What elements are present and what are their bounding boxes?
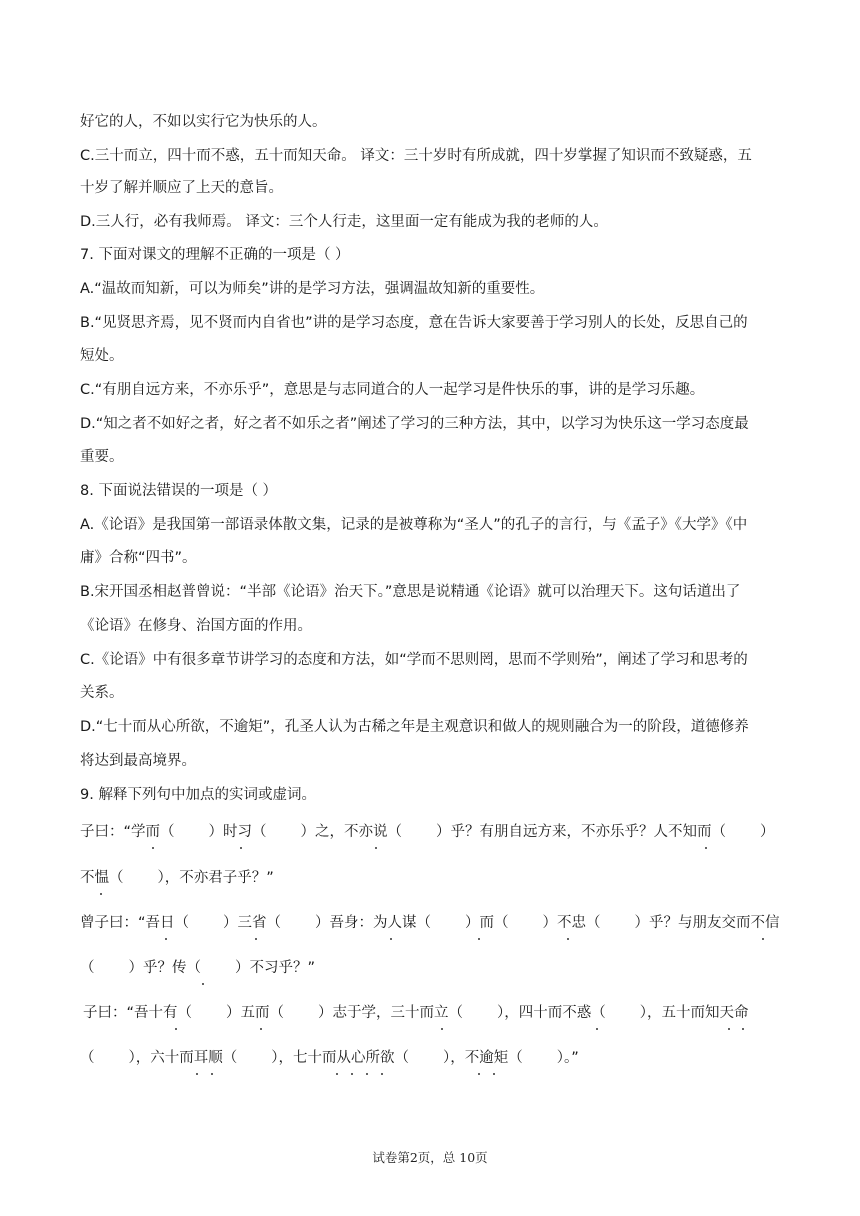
q7-option-b-line2: 短处。 [80, 348, 124, 364]
q9-sentence-5 [83, 1003, 749, 1023]
emphasis-dot [255, 938, 257, 940]
q8-option-b-line2: 《论语》在修身、治国方面的作用。 [80, 618, 312, 634]
emphasis-dot [742, 1028, 744, 1030]
q9-s5-seg: ），四十而不惑（ [497, 1005, 606, 1021]
emphasis-dot [366, 1073, 368, 1075]
q9-s2-seg: 不愠（ [80, 870, 124, 886]
q8-option-d-line2: 将达到最高境界。 [80, 753, 196, 769]
q9-s3-seg: ）而（ [465, 915, 509, 931]
q9-s1-seg: ） [760, 824, 775, 840]
emphasis-dot [478, 1073, 480, 1075]
emphasis-dot [596, 1028, 598, 1030]
q9-sentence-4 [80, 958, 315, 978]
emphasis-dot [240, 847, 242, 849]
q9-s2-seg: ），不亦君子乎？” [157, 870, 274, 886]
emphasis-dot [381, 1073, 383, 1075]
emphasis-dot [165, 938, 167, 940]
emphasis-dot [390, 938, 392, 940]
q7-option-d-line2: 重要。 [80, 449, 124, 465]
q9-sentence-3 [80, 913, 780, 933]
emphasis-dot [351, 1073, 353, 1075]
q9-s5-seg: ）五而（ [226, 1005, 285, 1021]
q6-option-c-line2: 十岁了解并顺应了上天的意旨。 [80, 180, 283, 196]
emphasis-dot [478, 938, 480, 940]
emphasis-dot [728, 1028, 730, 1030]
q9-s3-seg: ）吾身：为人谋（ [315, 915, 432, 931]
q6-option-c-line1: C.三十而立，四十而不惑，五十而知天命。 译文：三十岁时有所成就，四十岁掌握了知识而不致疑惑，五 [80, 148, 752, 164]
q6-option-d: D.三人行，必有我师焉。 译文：三个人行走，这里面一定有能成为我的老师的人。 [80, 214, 608, 230]
q8-option-d-line1: D.“七十而从心所欲，不逾矩”，孔圣人认为古稀之年是主观意识和做人的规则融合为一的阶段，道德修养 [80, 719, 749, 735]
q7-stem: 7. 下面对课文的理解不正确的一项是（ ） [80, 247, 350, 263]
q9-s6-seg: ），六十而耳顺（ [128, 1050, 238, 1066]
q8-option-c-line2: 关系。 [80, 685, 124, 701]
page-footer: 试卷第2页，总 10页 [372, 1150, 488, 1165]
q9-s6-seg: ）。” [556, 1050, 579, 1066]
q9-sentence-1 [80, 822, 775, 842]
q9-s4-seg: （ [80, 960, 95, 976]
q9-s3-seg: ）乎？与朋友交而不信 [634, 915, 780, 931]
emphasis-dot [567, 938, 569, 940]
q9-s4-seg: ）不习乎？” [235, 960, 316, 976]
q7-option-c: C.“有朋自远方来，不亦乐乎”，意思是与志同道合的人一起学习是件快乐的事，讲的是学习乐趣。 [80, 382, 705, 398]
q9-s4-seg: ）乎？传（ [128, 960, 201, 976]
q9-s1-seg: ）之，不亦说（ [300, 824, 403, 840]
emphasis-dot [100, 893, 102, 895]
emphasis-dot [441, 1028, 443, 1030]
emphasis-dot [493, 1073, 495, 1075]
q7-option-b-line1: B.“见贤思齐焉，见不贤而内自省也”讲的是学习态度，意在告诉大家要善于学习别人的长处，反思自己的 [80, 315, 748, 331]
emphasis-dot [202, 983, 204, 985]
q9-s1-seg: ）乎？有朋自远方来，不亦乐乎？人不知而（ [436, 824, 727, 840]
emphasis-dot [762, 938, 764, 940]
q9-s3-seg: 曾子曰：“吾日（ [80, 915, 190, 931]
q8-option-a-line2: 庸》合称“四书”。 [80, 550, 197, 566]
q8-stem: 8. 下面说法错误的一项是（ ） [80, 483, 278, 499]
emphasis-dot [375, 847, 377, 849]
q8-option-a-line1: A.《论语》是我国第一部语录体散文集，记录的是被尊称为“圣人”的孔子的言行，与《孟子》《大学》《中 [80, 517, 748, 533]
q9-sentence-6 [80, 1048, 579, 1068]
q6-answer-tail: 好它的人，不如以实行它为快乐的人。 [80, 114, 327, 130]
q9-s5-seg: ）志于学，三十而立（ [318, 1005, 464, 1021]
q9-s3-seg: ）三省（ [223, 915, 282, 931]
emphasis-dot [336, 1073, 338, 1075]
q9-s6-seg: ），七十而从心所欲（ [271, 1050, 409, 1066]
q9-s1-seg: 子曰：“学而（ [80, 824, 175, 840]
q9-s5-seg: 子曰：“吾十有（ [83, 1005, 193, 1021]
q7-option-d-line1: D.“知之者不如好之者，好之者不如乐之者”阐述了学习的三种方法，其中，以学习为快乐这一学习态度最 [80, 416, 749, 432]
q8-option-b-line1: B.宋开国丞相赵普曾说：“半部《论语》治天下。”意思是说精通《论语》就可以治理天下。这句话道出了 [80, 584, 741, 600]
q9-s6-seg: （ [80, 1050, 95, 1066]
q9-sentence-2 [80, 868, 274, 888]
emphasis-dot [705, 847, 707, 849]
emphasis-dot [175, 1028, 177, 1030]
q9-s5-seg: ），五十而知天命 [639, 1005, 749, 1021]
emphasis-dot [196, 1073, 198, 1075]
q9-s1-seg: ）时习（ [208, 824, 267, 840]
q9-s3-seg: ）不忠（ [542, 915, 601, 931]
q9-stem: 9. 解释下列句中加点的实词或虚词。 [80, 787, 316, 803]
emphasis-dot [260, 1028, 262, 1030]
emphasis-dot [152, 847, 154, 849]
q9-s6-seg: ），不逾矩（ [443, 1050, 523, 1066]
emphasis-dot [211, 1073, 213, 1075]
q8-option-c-line1: C.《论语》中有很多章节讲学习的态度和方法，如“学而不思则罔，思而不学则殆”，阐述了学习和思考的 [80, 652, 748, 668]
q7-option-a: A.“温故而知新，可以为师矣”讲的是学习方法，强调温故知新的重要性。 [80, 281, 545, 297]
